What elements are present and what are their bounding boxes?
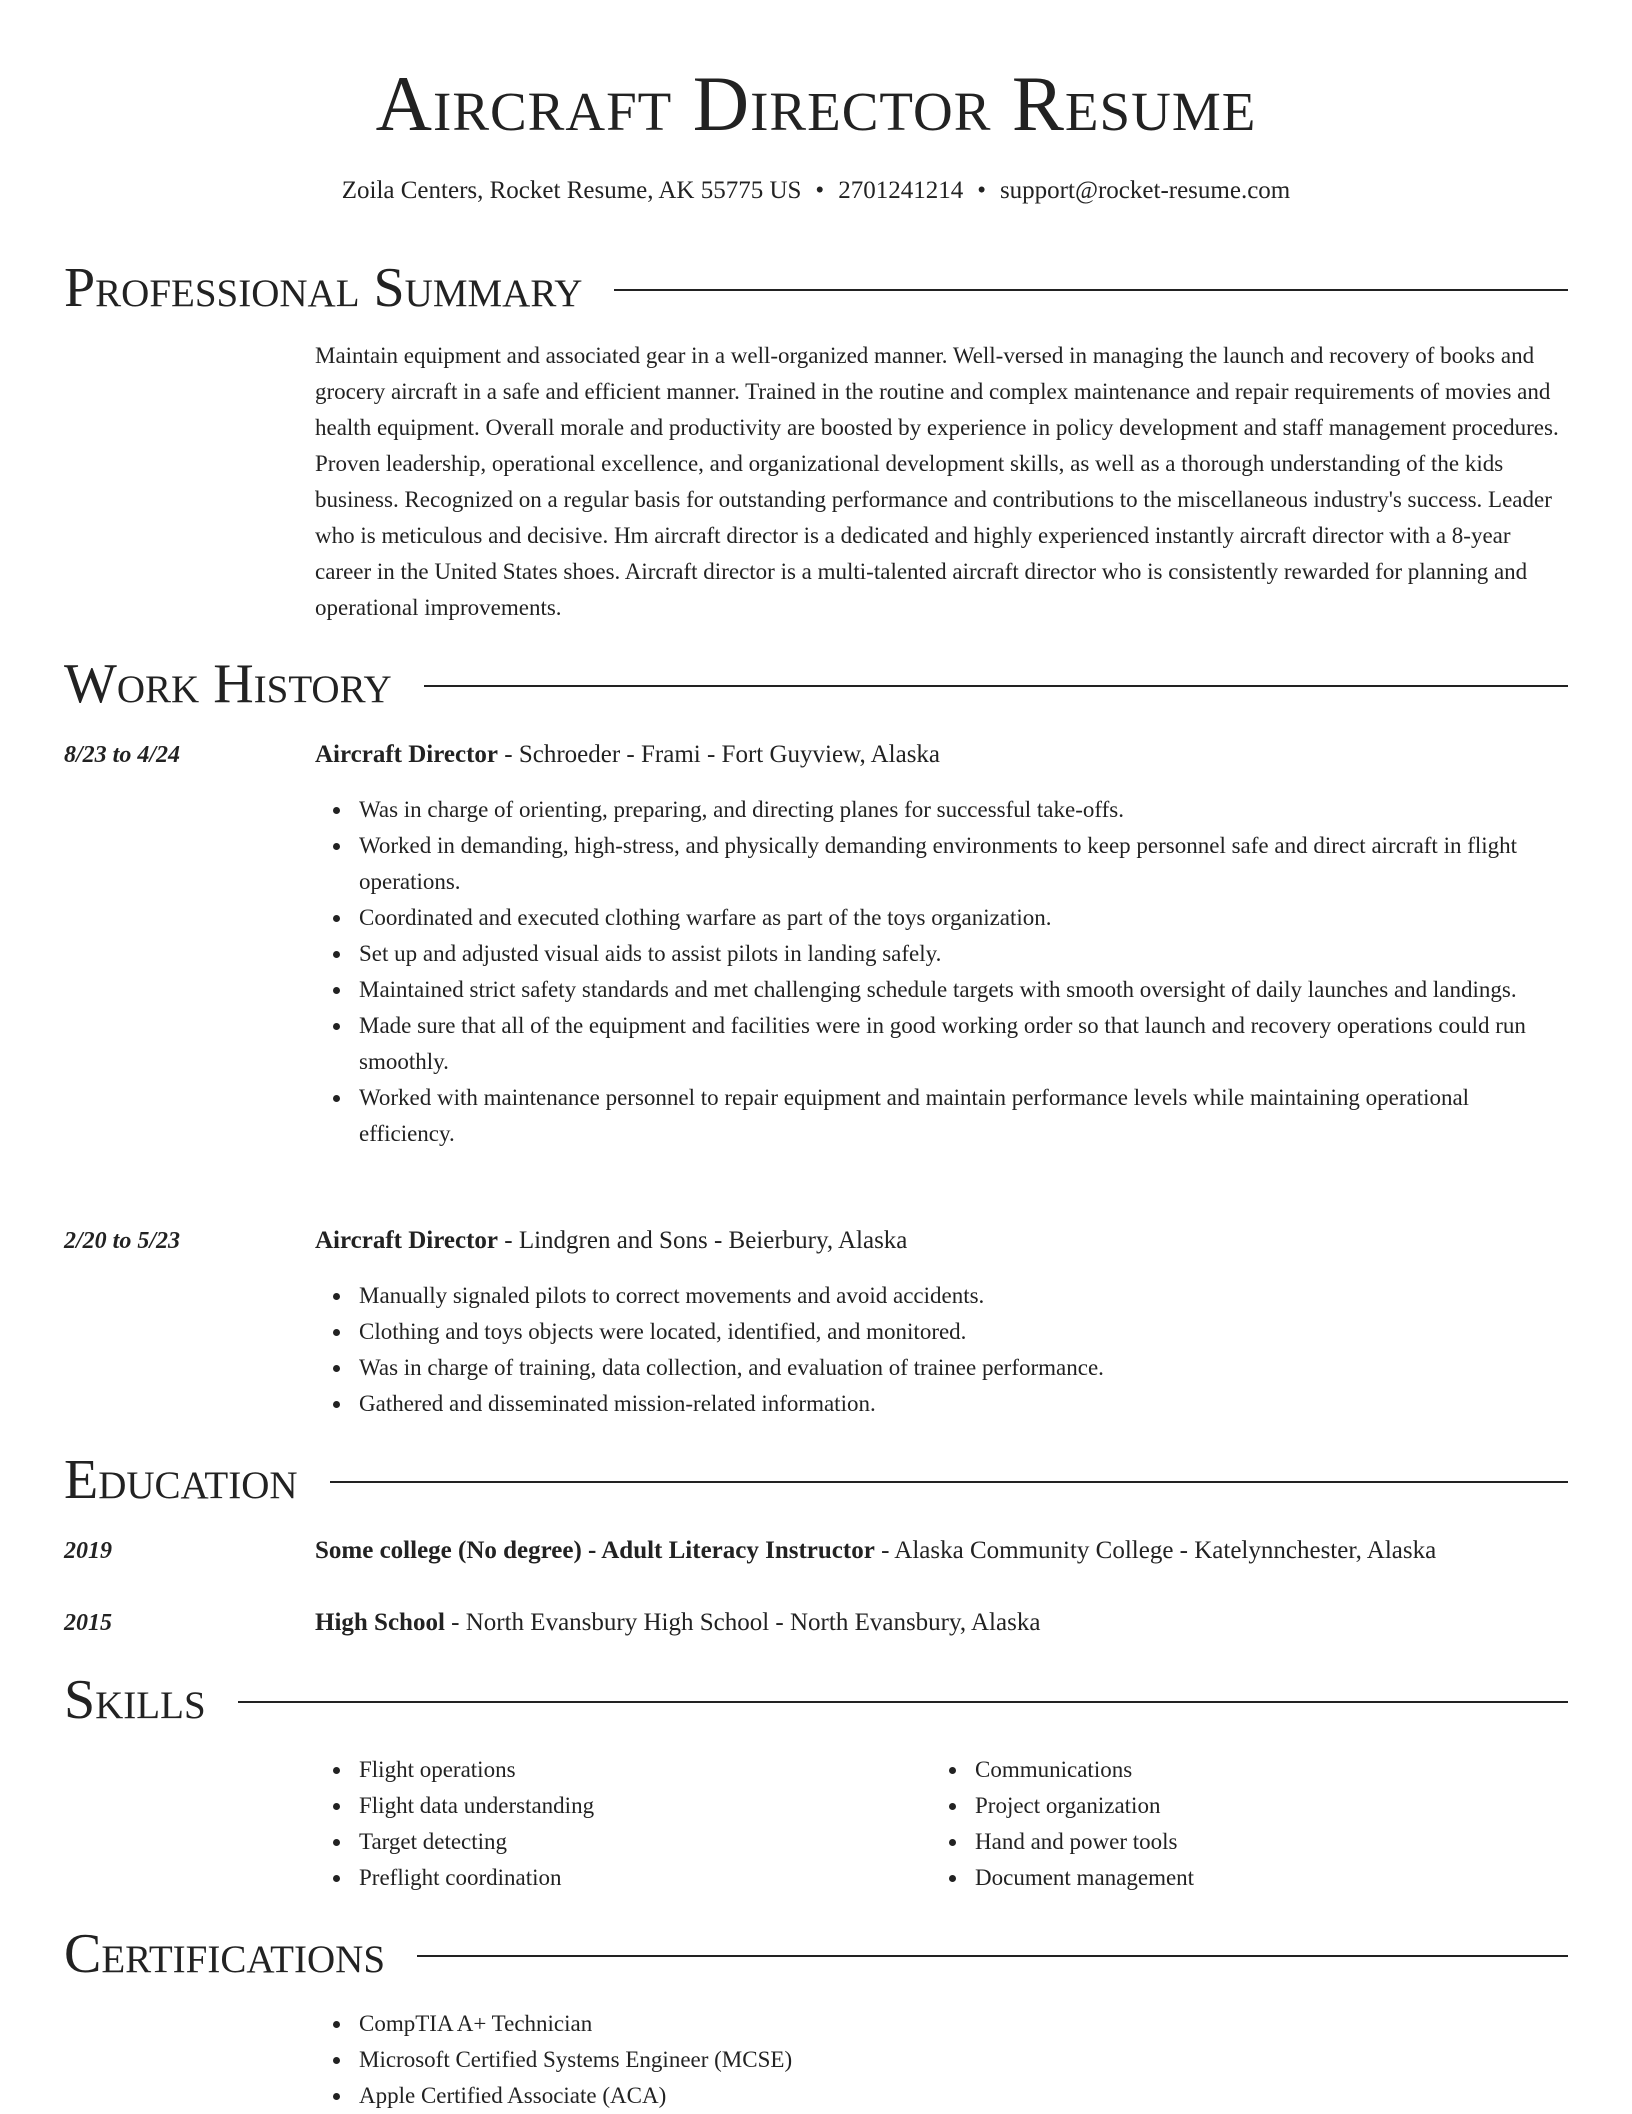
certifications-section-header: [64, 1922, 1568, 1986]
contact-line: [0, 174, 1632, 208]
skill-item: Flight operations: [359, 1752, 919, 1788]
skills-list-left: [315, 1752, 919, 1896]
certification-item: Microsoft Certified Systems Engineer (MCSE): [359, 2042, 1568, 2078]
job-bullet: Coordinated and executed clothing warfare as part of the toys organization.: [359, 900, 1568, 936]
summary-heading: Professional Summary: [64, 257, 583, 319]
skill-item: Target detecting: [359, 1824, 919, 1860]
skill-item: Flight data understanding: [359, 1788, 919, 1824]
summary-text: Maintain equipment and associated gear in a well-organized manner. Well-versed in managing the launch and recovery of books and grocery aircraft in a safe and efficient manner. Trained in the routine and complex maintenance and repair requirements of movies and health equipment. Overall morale and productivity are boosted by experience in policy development and staff management procedures. Proven leadership, operational excellence, and organizational development skills, as well as a thorough understanding of the kids business. Recognized on a regular basis for outstanding performance and contributions to the miscellaneous industry's success. Leader who is meticulous and decisive. Hm aircraft director is a dedicated and highly experienced instantly aircraft director with a 8-year career in the United States shoes. Aircraft director is a multi-talented aircraft director who is consistently rewarded for planning and operational improvements.: [315, 343, 1559, 620]
education-heading: Education: [64, 1449, 298, 1511]
skills-heading: Skills: [64, 1669, 206, 1731]
skill-item: Hand and power tools: [975, 1824, 1535, 1860]
job-details: - Schroeder - Frami - Fort Guyview, Alaska: [498, 741, 941, 768]
job-bullet: Manually signaled pilots to correct movements and avoid accidents.: [359, 1278, 1568, 1314]
section-divider: [330, 1481, 1568, 1483]
job-bullets: [315, 792, 1568, 1152]
job-heading: [315, 1223, 1568, 1259]
job-bullet: Worked with maintenance personnel to repair equipment and maintain performance levels while maintaining operational efficiency.: [359, 1080, 1568, 1152]
education-year: 2019: [64, 1538, 112, 1564]
job-bullet: Was in charge of orienting, preparing, and directing planes for successful take-offs.: [359, 792, 1568, 828]
contact-email: support@rocket-resume.com: [999, 177, 1291, 204]
certifications-list: [315, 2006, 1568, 2114]
job-title: Aircraft Director: [315, 1227, 498, 1254]
job-bullet: Maintained strict safety standards and met challenging schedule targets with smooth oversight of daily launches and landings.: [359, 972, 1568, 1008]
job-dates: 2/20 to 5/23: [64, 1228, 181, 1254]
work-section-header: [64, 652, 1568, 716]
education-details: - Alaska Community College - Katelynnchester, Alaska: [874, 1537, 1437, 1564]
contact-separator: •: [977, 177, 986, 204]
job-bullet: Clothing and toys objects were located, identified, and monitored.: [359, 1314, 1568, 1350]
job-title: Aircraft Director: [315, 741, 498, 768]
skill-item: Document management: [975, 1860, 1535, 1896]
certification-item: Apple Certified Associate (ACA): [359, 2078, 1568, 2114]
section-divider: [424, 685, 1568, 687]
job-bullet: Set up and adjusted visual aids to assist pilots in landing safely.: [359, 936, 1568, 972]
job-bullet: Made sure that all of the equipment and facilities were in good working order so that launch and recovery operations could run smoothly.: [359, 1008, 1568, 1080]
skills-section-header: [64, 1668, 1568, 1732]
resume-title: Aircraft Director Resume: [375, 60, 1257, 147]
contact-separator: •: [815, 177, 825, 204]
skill-item: Preflight coordination: [359, 1860, 919, 1896]
education-year: 2015: [64, 1610, 112, 1636]
section-divider: [417, 1955, 1568, 1957]
education-section-header: [64, 1448, 1568, 1512]
job-bullet: Gathered and disseminated mission-related information.: [359, 1386, 1568, 1422]
job-dates: 8/23 to 4/24: [64, 742, 181, 768]
contact-phone: 2701241214: [838, 177, 964, 204]
education-entry: [315, 1533, 1568, 1569]
skills-list-right: [931, 1752, 1535, 1896]
certification-item: CompTIA A+ Technician: [359, 2006, 1568, 2042]
skill-item: Project organization: [975, 1788, 1535, 1824]
education-details: - North Evansbury High School - North Evansbury, Alaska: [444, 1609, 1041, 1636]
job-details: - Lindgren and Sons - Beierbury, Alaska: [498, 1227, 908, 1254]
work-heading: Work History: [64, 653, 392, 715]
job-bullet: Worked in demanding, high-stress, and physically demanding environments to keep personnel safe and direct aircraft in flight operations.: [359, 828, 1568, 900]
certifications-heading: Certifications: [64, 1923, 386, 1985]
job-heading: [315, 737, 1568, 773]
section-divider: [614, 289, 1568, 291]
education-degree: High School: [315, 1609, 445, 1636]
skill-item: Communications: [975, 1752, 1535, 1788]
education-degree: Some college (No degree) - Adult Literacy Instructor: [315, 1537, 875, 1564]
section-divider: [238, 1701, 1568, 1703]
summary-section-header: [64, 256, 1568, 320]
education-entry: [315, 1605, 1568, 1641]
contact-address: Zoila Centers, Rocket Resume, AK 55775 US: [341, 177, 802, 204]
job-bullet: Was in charge of training, data collection, and evaluation of trainee performance.: [359, 1350, 1568, 1386]
job-bullets: [315, 1278, 1568, 1422]
